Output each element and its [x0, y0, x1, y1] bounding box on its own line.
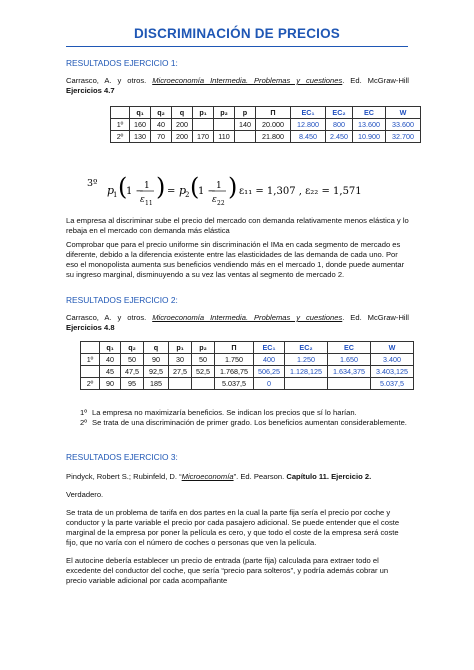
- ex1-table-cell: 110: [214, 131, 235, 143]
- ex2-table-cell: 52,5: [192, 366, 215, 378]
- ex2-table-header-cell: Π: [215, 342, 254, 354]
- eq-lparen-2: (: [190, 173, 200, 201]
- eq-den-1-sub: 11: [145, 200, 153, 207]
- ex3-paragraph-1: Se trata de un problema de tarifa en dos partes en la cual la parte fija sería el precio por coche y conductor y la parte variable el precio por cada pasajero adicional. Se puede entender que el coste marginal de la empresa por poner la película es cero, y que todo el coste de la empresa será coste fijo, que no varía con el número de coches o personas que ven la película.: [66, 508, 400, 548]
- title-rule: [66, 46, 408, 47]
- ex1-table-header-cell: Π: [256, 107, 291, 119]
- eq-p2: p: [179, 184, 187, 197]
- ex2-table-cell: [328, 378, 371, 390]
- eq-elasticities: ε₁₁ = 1,307 , ε₂₂ = 1,571: [239, 186, 362, 197]
- ex1-table-row: [111, 119, 421, 131]
- ex2-table-cell: [285, 378, 328, 390]
- ex1-table-header-row: [111, 107, 421, 119]
- ex2-table-cell: 1.650: [328, 354, 371, 366]
- ex2-table-header-cell: p₂: [192, 342, 215, 354]
- ex1-formula: [87, 168, 407, 217]
- ex1-table-cell: 160: [130, 119, 151, 131]
- ex2-table-cell: 1.750: [215, 354, 254, 366]
- ex2-table-cell: 185: [144, 378, 169, 390]
- ex2-table-cell: [192, 378, 215, 390]
- ex3-ref-book: Microeconomía: [181, 472, 234, 481]
- ex2-notes: [80, 408, 408, 428]
- page-title: DISCRIMINACIÓN DE PRECIOS: [133, 26, 341, 41]
- ex1-table-cell: 40: [151, 119, 172, 131]
- ex1-table-header-cell: p₂: [214, 107, 235, 119]
- ex2-table-row: [81, 378, 414, 390]
- ex1-table-cell: 170: [193, 131, 214, 143]
- ex2-table-cell: 2º: [81, 378, 100, 390]
- ex2-table-cell: 95: [121, 378, 144, 390]
- ex2-table-cell: 400: [254, 354, 285, 366]
- ex2-table-header-cell: EC: [328, 342, 371, 354]
- ex3-paragraph-2: El autocine debería establecer un precio de entrada (parte fija) calculada para extraer todo el excedente del conductor del coche, que sería “precio para solteros”, y podría además cobrar un precio variable adicional por cada acompañante: [66, 556, 389, 586]
- eq-num-2: 1: [216, 181, 222, 191]
- ex3-reference: [66, 472, 409, 482]
- ex1-table-cell: [193, 119, 214, 131]
- ex1-table-cell: 10.900: [353, 131, 386, 143]
- eq-equals: =: [167, 186, 176, 197]
- ex1-table-cell: 21.800: [256, 131, 291, 143]
- ex2-table-header-cell: q: [144, 342, 169, 354]
- ex2-heading: RESULTADOS EJERCICIO 2:: [66, 295, 178, 305]
- ex1-table-row: [111, 131, 421, 143]
- ex1-table-cell: 33.600: [386, 119, 421, 131]
- ex1-table-header-cell: q: [172, 107, 193, 119]
- ex2-table-cell: 40: [100, 354, 121, 366]
- ex1-results-table: [110, 106, 421, 143]
- ex2-table-cell: 3.400: [371, 354, 414, 366]
- ex1-table-cell: 200: [172, 119, 193, 131]
- ex2-table-cell: 92,5: [144, 366, 169, 378]
- ex2-table-cell: 30: [169, 354, 192, 366]
- ex2-table-cell: 50: [192, 354, 215, 366]
- ex1-table-cell: 200: [172, 131, 193, 143]
- eq-p1: p: [107, 184, 115, 197]
- ex2-reference: [66, 313, 409, 323]
- ex2-table-header-row: [81, 342, 414, 354]
- ex2-table-cell: 1.634,375: [328, 366, 371, 378]
- eq-rparen-2: ): [228, 173, 238, 201]
- ex2-ref-authors: Carrasco, A. y otros.: [66, 313, 147, 322]
- ex2-table-cell: 1.128,125: [285, 366, 328, 378]
- ex2-note-2: [80, 418, 408, 428]
- ex1-table-header-cell: EC₂: [326, 107, 353, 119]
- ex1-table-header-cell: q₂: [151, 107, 172, 119]
- ex2-table-cell: 1º: [81, 354, 100, 366]
- ex1-table-header-cell: p: [235, 107, 256, 119]
- ex1-ref-publisher: . Ed. McGraw-Hill: [342, 76, 409, 85]
- ex2-table-cell: 47,5: [121, 366, 144, 378]
- ex2-table-header-cell: W: [371, 342, 414, 354]
- ex1-table-header-cell: [111, 107, 130, 119]
- ex1-table-header-cell: p₁: [193, 107, 214, 119]
- ex1-table-cell: 12.800: [291, 119, 326, 131]
- ex1-heading: RESULTADOS EJERCICIO 1:: [66, 58, 178, 68]
- ex1-table-cell: 20.000: [256, 119, 291, 131]
- ex1-table-cell: 130: [130, 131, 151, 143]
- ex2-table-cell: 5.037,5: [215, 378, 254, 390]
- ex1-equation-svg: [87, 168, 407, 214]
- ex2-results-table: [80, 341, 414, 390]
- ex2-table-header-cell: [81, 342, 100, 354]
- ex2-table-cell: [169, 378, 192, 390]
- ex1-table-cell: 800: [326, 119, 353, 131]
- ex2-table-cell: 5.037,5: [371, 378, 414, 390]
- ex1-table-header-cell: EC: [353, 107, 386, 119]
- ex1-paragraph-1: La empresa al discriminar sube el precio del mercado con demanda relativamente menos elástica y lo rebaja en el mercado con demanda más elástica: [66, 216, 409, 236]
- ex1-ref-authors: Carrasco, A. y otros.: [66, 76, 147, 85]
- eq-p1-sub: 1: [113, 191, 118, 199]
- ex1-table-cell: 2.450: [326, 131, 353, 143]
- row3-label: 3º: [87, 178, 98, 189]
- ex2-table-cell: 45: [100, 366, 121, 378]
- ex2-table-cell: 27,5: [169, 366, 192, 378]
- ex1-table-cell: 140: [235, 119, 256, 131]
- ex2-table-cell: 90: [100, 378, 121, 390]
- ex2-table-cell: 0: [254, 378, 285, 390]
- eq-den-2-sub: 22: [217, 200, 225, 207]
- eq-rparen-1: ): [156, 173, 166, 201]
- eq-den-1: ε: [140, 195, 145, 205]
- ex1-table-cell: 2º: [111, 131, 130, 143]
- ex2-note-1-num: 1º: [80, 408, 87, 417]
- ex2-table-cell: 1.768,75: [215, 366, 254, 378]
- ex2-table-header-cell: q₂: [121, 342, 144, 354]
- ex2-table-cell: 90: [144, 354, 169, 366]
- ex2-table-header-cell: EC₂: [285, 342, 328, 354]
- eq-p2-sub: 2: [185, 191, 190, 199]
- ex3-ref-authors: Pindyck, Robert S.; Rubinfeld, D. “: [66, 472, 182, 481]
- ex2-table-row: [81, 366, 414, 378]
- ex1-ref-exercise: Ejercicios 4.7: [66, 86, 115, 95]
- ex2-table-cell: 50: [121, 354, 144, 366]
- ex1-table-cell: 1º: [111, 119, 130, 131]
- ex3-ref-publisher: ”. Ed. Pearson.: [233, 472, 287, 481]
- eq-lparen-1: (: [118, 173, 128, 201]
- ex2-ref-book: Microeconomía Intermedia. Problemas y cuestiones: [152, 313, 343, 322]
- ex2-note-2-text: Se trata de una discriminación de primer grado. Los beneficios aumentan considerablemente.: [92, 418, 407, 428]
- ex3-ref-exercise: Capítulo 11. Ejercicio 2.: [286, 472, 372, 481]
- eq-one-2: 1 −: [198, 186, 216, 197]
- ex1-table-cell: [214, 119, 235, 131]
- ex1-paragraph-2: Comprobar que para el precio uniforme sin discriminación el IMa en cada segmento de mercado es diferente, debido a la diferencia existente entre las elasticidades de las demanda de cada uno. Por eso el monopolista aumenta sus beneficios vendiendo más en el mercado 1, donde puede aumentar su ingreso marginal, disminuyendo a su vez las ventas al segmento de mercado 2.: [66, 240, 405, 280]
- ex2-table-header-cell: q₁: [100, 342, 121, 354]
- ex1-table-cell: 32.700: [386, 131, 421, 143]
- eq-num-1: 1: [144, 181, 150, 191]
- ex3-heading: RESULTADOS EJERCICIO 3:: [66, 452, 178, 462]
- ex1-table-cell: [235, 131, 256, 143]
- ex1-reference: [66, 76, 409, 86]
- ex2-ref-exercise: Ejercicios 4.8: [66, 323, 115, 332]
- ex2-table-header-cell: p₁: [169, 342, 192, 354]
- ex1-table-header-cell: W: [386, 107, 421, 119]
- eq-one-1: 1 −: [126, 186, 144, 197]
- ex2-table-cell: [81, 366, 100, 378]
- ex2-table-cell: 1.250: [285, 354, 328, 366]
- ex2-note-2-num: 2º: [80, 418, 87, 428]
- eq-den-2: ε: [212, 195, 217, 205]
- ex2-note-1-text: La empresa no maximizaría beneficios. Se indican los precios que sí lo harían.: [92, 408, 357, 417]
- ex1-table-cell: 13.600: [353, 119, 386, 131]
- ex2-note-1: [80, 408, 408, 418]
- ex2-ref-publisher: . Ed. McGraw-Hill: [342, 313, 409, 322]
- ex2-table-cell: 506,25: [254, 366, 285, 378]
- ex1-table-header-cell: q₁: [130, 107, 151, 119]
- ex2-table-cell: 3.403,125: [371, 366, 414, 378]
- ex1-table-cell: 70: [151, 131, 172, 143]
- ex1-ref-book: Microeconomía Intermedia. Problemas y cuestiones: [152, 76, 343, 85]
- ex1-table-header-cell: EC₁: [291, 107, 326, 119]
- ex3-verdadero: Verdadero.: [66, 490, 104, 499]
- ex2-table-row: [81, 354, 414, 366]
- ex2-table-header-cell: EC₁: [254, 342, 285, 354]
- ex1-table-cell: 8.450: [291, 131, 326, 143]
